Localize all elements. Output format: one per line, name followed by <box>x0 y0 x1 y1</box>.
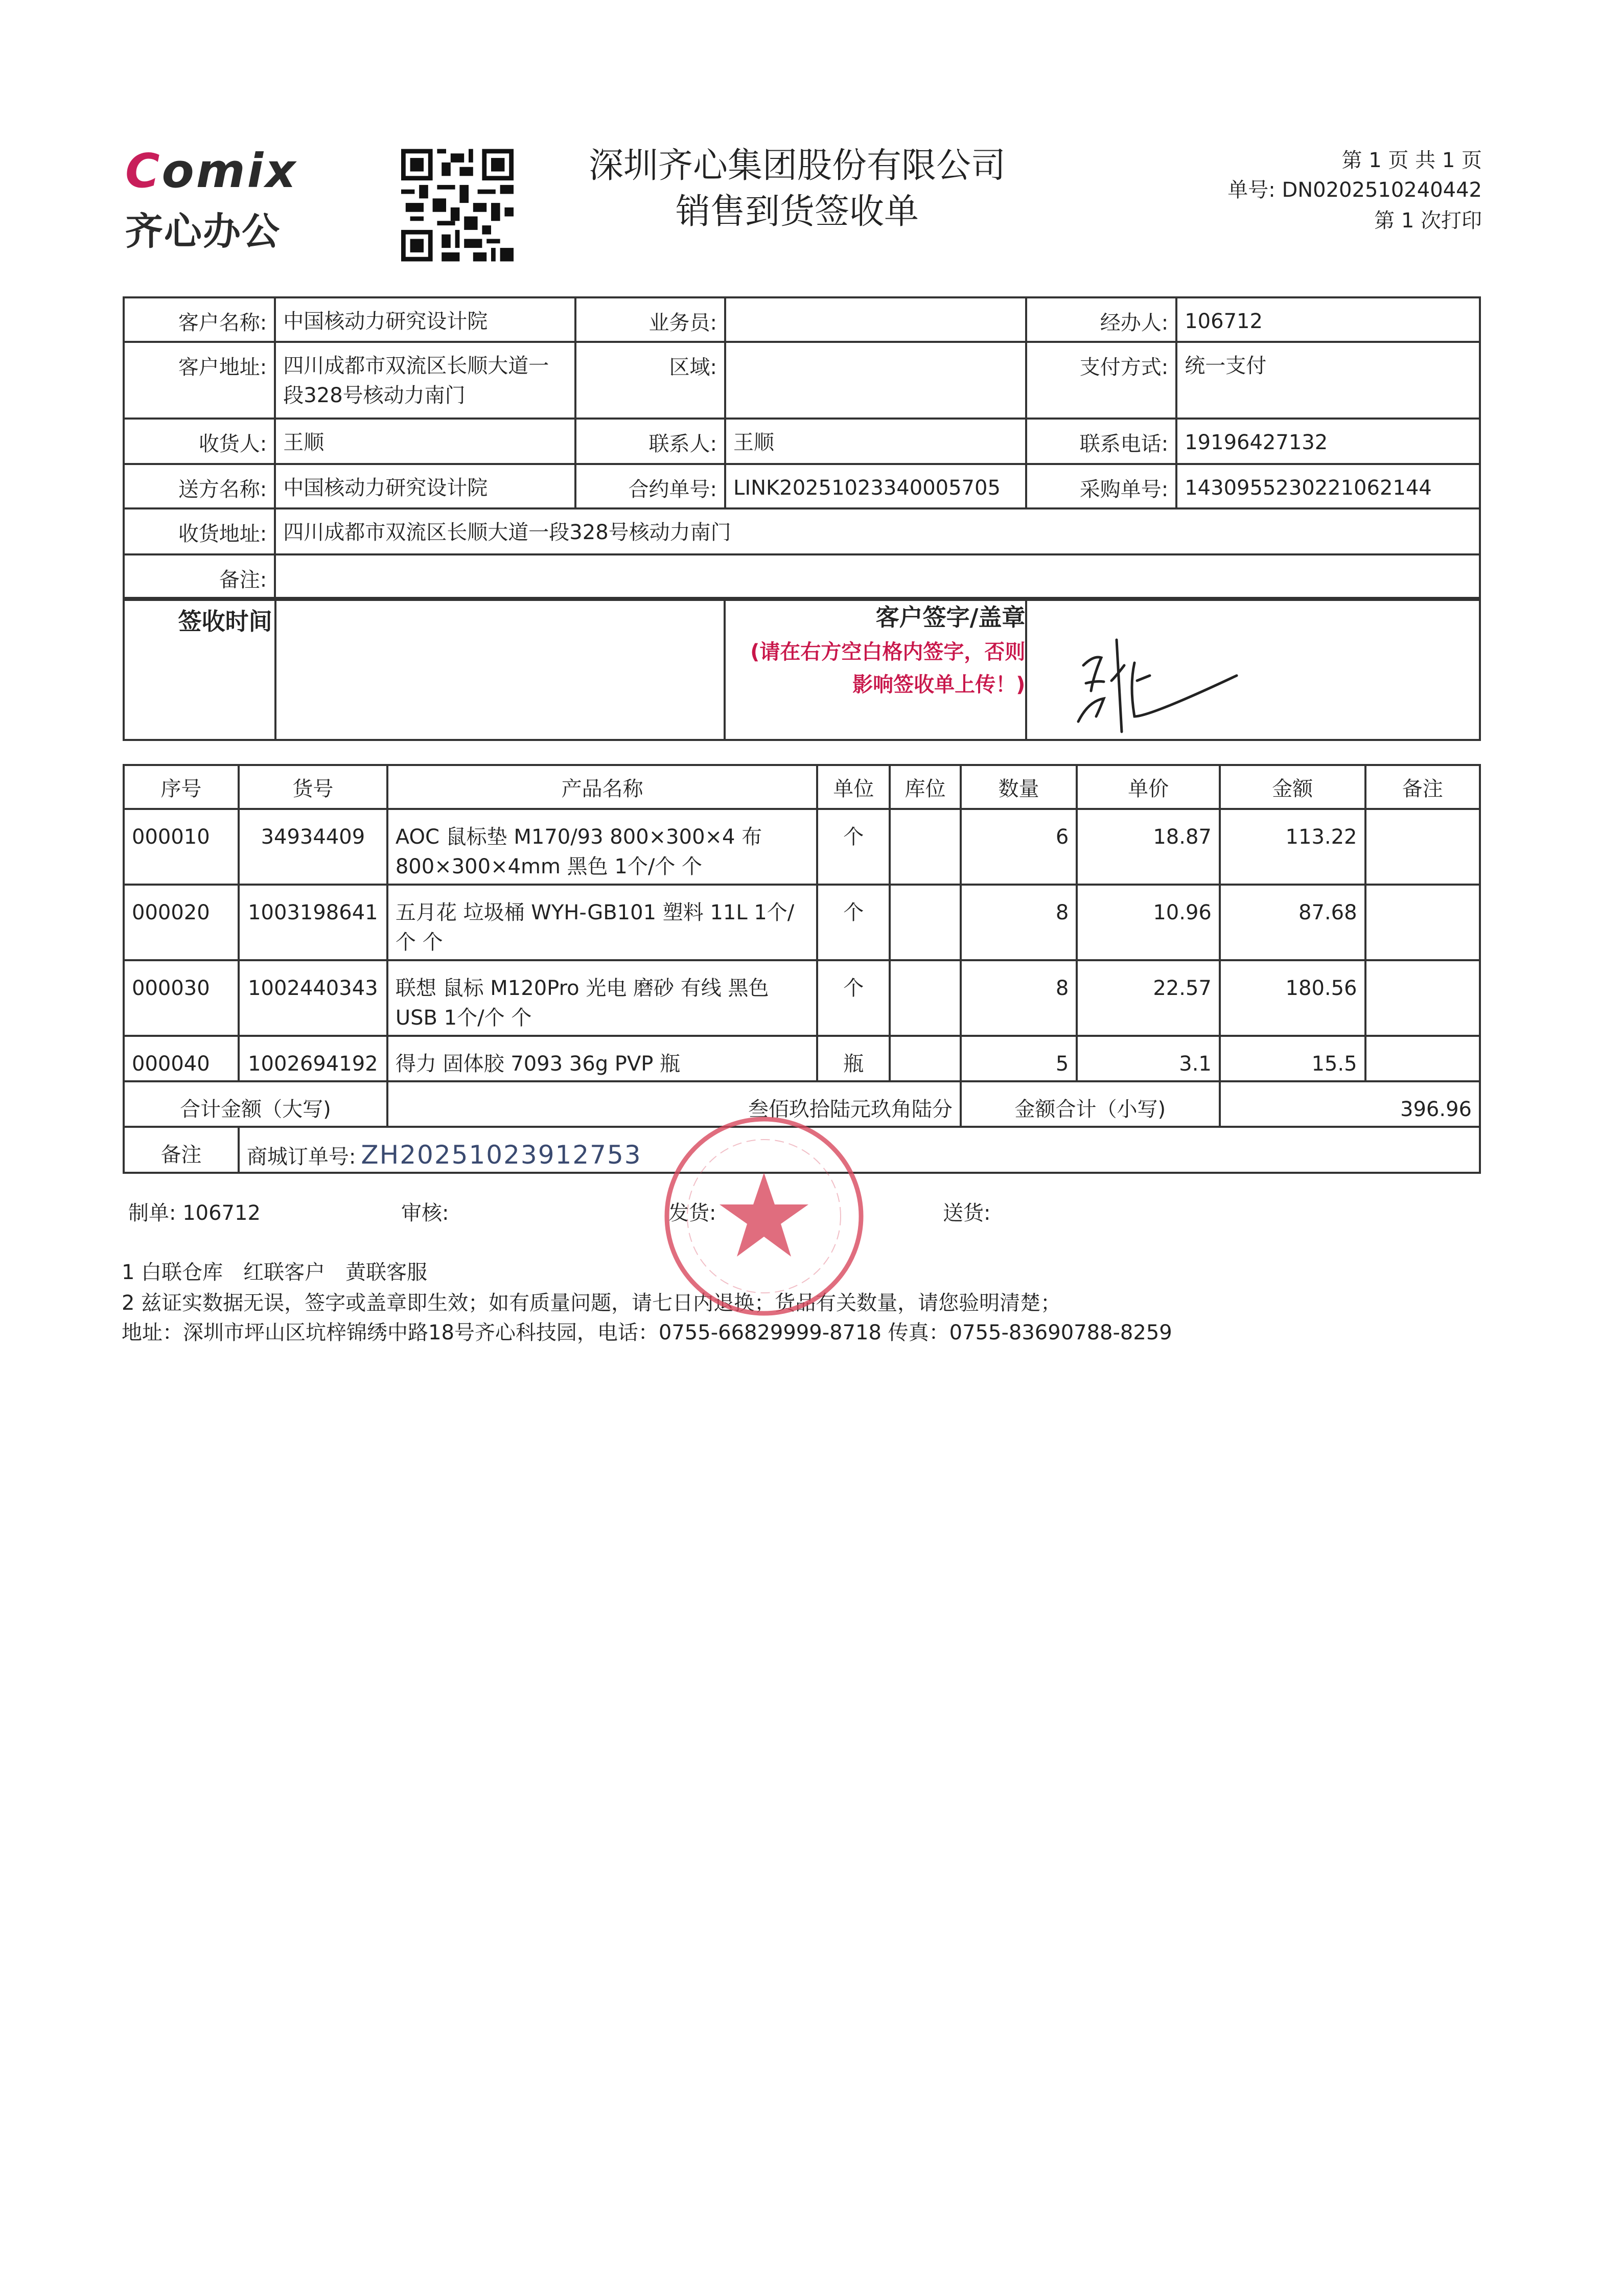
cell-sku: 1002694192 <box>239 1036 387 1081</box>
cell-price: 18.87 <box>1077 809 1220 885</box>
page-info: 第 1 页 共 1 页 <box>1341 149 1482 172</box>
handler: 106712 <box>1176 297 1480 342</box>
column-header: 单价 <box>1077 765 1220 809</box>
cell-note <box>1365 960 1480 1036</box>
cell-seq: 000020 <box>124 885 239 960</box>
column-header: 单位 <box>817 765 890 809</box>
cell-loc <box>890 960 961 1036</box>
column-header: 产品名称 <box>387 765 817 809</box>
review-label: 审核: <box>401 1201 449 1225</box>
maker-label: 制单: <box>128 1201 176 1225</box>
cell-amount: 113.22 <box>1220 809 1365 885</box>
total-lower: 396.96 <box>1220 1081 1480 1127</box>
document-title: 销售到货签收单 <box>675 192 919 232</box>
po-number: 1430955230221062144 <box>1176 464 1480 508</box>
cell-sku: 1003198641 <box>239 885 387 960</box>
contact: 王顺 <box>725 419 1026 464</box>
signature-box[interactable] <box>1026 598 1480 740</box>
label: 经办人: <box>1026 297 1176 342</box>
total-lower-label: 金额合计（小写) <box>961 1081 1220 1127</box>
cell-seq: 000030 <box>124 960 239 1036</box>
sender-name: 中国核动力研究设计院 <box>275 464 575 508</box>
label: 收货人: <box>124 419 275 464</box>
label: 送方名称: <box>124 464 275 508</box>
deliver-label: 送货: <box>943 1201 991 1225</box>
mall-order-number: ZH20251023912753 <box>361 1140 642 1170</box>
column-header: 数量 <box>961 765 1077 809</box>
contract-number: LINK20251023340005705 <box>725 464 1026 508</box>
cell-unit: 瓶 <box>817 1036 890 1081</box>
label: 联系电话: <box>1026 419 1176 464</box>
cell-note <box>1365 809 1480 885</box>
doc-number <box>1227 178 1482 202</box>
label: 联系人: <box>575 419 725 464</box>
total-upper: 叁佰玖拾陆元玖角陆分 <box>387 1081 961 1127</box>
info-row <box>124 508 1480 554</box>
validity-note: 2 兹证实数据无误，签字或盖章即生效；如有质量问题，请七日内退换；货品有关数量，请您验明清楚； <box>122 1291 1061 1315</box>
doc-number-value: DN0202510240442 <box>1282 178 1482 202</box>
label: 备注: <box>124 554 275 600</box>
label: 区域: <box>575 342 725 419</box>
cell-name: 联想 鼠标 M120Pro 光电 磨砂 有线 黑色 USB 1个/个 个 <box>387 960 817 1036</box>
customer-address: 四川成都市双流区长顺大道一段328号核动力南门 <box>275 342 575 419</box>
cell-qty: 5 <box>961 1036 1077 1081</box>
logo-comix: Comix <box>125 144 298 198</box>
cell-amount: 180.56 <box>1220 960 1365 1036</box>
info-row <box>124 419 1480 464</box>
maker <box>128 1201 261 1225</box>
label: 客户名称: <box>124 297 275 342</box>
cell-name: 五月花 垃圾桶 WYH-GB101 塑料 11L 1个/个 个 <box>387 885 817 960</box>
remark <box>275 554 1480 600</box>
sign-table <box>123 597 1481 741</box>
cell-seq: 000040 <box>124 1036 239 1081</box>
info-row <box>124 297 1480 342</box>
cell-price: 3.1 <box>1077 1036 1220 1081</box>
shipping-address: 四川成都市双流区长顺大道一段328号核动力南门 <box>275 508 1480 554</box>
cell-qty: 8 <box>961 960 1077 1036</box>
column-header: 备注 <box>1365 765 1480 809</box>
print-count: 第 1 次打印 <box>1374 209 1482 233</box>
column-header: 金额 <box>1220 765 1365 809</box>
info-table <box>123 296 1481 601</box>
phone: 19196427132 <box>1176 419 1480 464</box>
remark-label: 备注 <box>124 1127 239 1173</box>
company-seal <box>659 1111 869 1321</box>
consignee: 王顺 <box>275 419 575 464</box>
cell-loc <box>890 885 961 960</box>
table-row <box>124 809 1480 885</box>
cell-qty: 8 <box>961 885 1077 960</box>
info-row <box>124 464 1480 508</box>
payment-method: 统一支付 <box>1176 342 1480 419</box>
cell-qty: 6 <box>961 809 1077 885</box>
cell-seq: 000010 <box>124 809 239 885</box>
column-header: 货号 <box>239 765 387 809</box>
customer-name: 中国核动力研究设计院 <box>275 297 575 342</box>
cell-price: 10.96 <box>1077 885 1220 960</box>
cell-unit: 个 <box>817 885 890 960</box>
sign-time-field[interactable] <box>275 598 725 740</box>
label: 合约单号: <box>575 464 725 508</box>
label: 收货地址: <box>124 508 275 554</box>
region <box>725 342 1026 419</box>
copy-note: 1 白联仓库 红联客户 黄联客服 <box>122 1261 428 1284</box>
sign-instruction <box>725 598 1026 740</box>
cell-name: AOC 鼠标垫 M170/93 800×300×4 布 800×300×4mm 黑色 1个/个 个 <box>387 809 817 885</box>
info-row <box>124 342 1480 419</box>
table-row <box>124 960 1480 1036</box>
items-header <box>124 765 1480 809</box>
cell-note <box>1365 1036 1480 1081</box>
qr-code <box>401 148 514 263</box>
info-row <box>124 554 1480 600</box>
column-header: 序号 <box>124 765 239 809</box>
cell-sku: 34934409 <box>239 809 387 885</box>
label: 支付方式: <box>1026 342 1176 419</box>
ship-label: 发货: <box>668 1201 716 1225</box>
table-row <box>124 1036 1480 1081</box>
cell-unit: 个 <box>817 960 890 1036</box>
cell-amount: 15.5 <box>1220 1036 1365 1081</box>
column-header: 库位 <box>890 765 961 809</box>
doc-number-label: 单号: <box>1227 178 1276 202</box>
company-name: 深圳齐心集团股份有限公司 <box>588 146 1006 186</box>
maker-value: 106712 <box>182 1201 261 1225</box>
company-address: 地址：深圳市坪山区坑梓锦绣中路18号齐心科技园，电话：0755-66829999-8718 传真：0755-83690788-8259 <box>122 1321 1172 1344</box>
cell-price: 22.57 <box>1077 960 1220 1036</box>
label: 采购单号: <box>1026 464 1176 508</box>
label: 客户地址: <box>124 342 275 419</box>
sign-label: 客户签字/盖章 <box>875 604 1026 631</box>
handwritten-signature <box>1073 635 1247 737</box>
cell-note <box>1365 885 1480 960</box>
cell-amount: 87.68 <box>1220 885 1365 960</box>
cell-loc <box>890 809 961 885</box>
cell-unit: 个 <box>817 809 890 885</box>
cell-sku: 1002440343 <box>239 960 387 1036</box>
sign-time-label: 签收时间 <box>124 598 275 740</box>
sign-note: (请在右方空白格内签字，否则影响签收单上传！) <box>750 640 1026 697</box>
logo-cn: 齐心办公 <box>125 210 281 253</box>
table-row <box>124 885 1480 960</box>
mall-order-label: 商城订单号: <box>246 1145 356 1169</box>
label: 业务员: <box>575 297 725 342</box>
salesman <box>725 297 1026 342</box>
cell-name: 得力 固体胶 7093 36g PVP 瓶 <box>387 1036 817 1081</box>
total-upper-label: 合计金额（大写) <box>124 1081 387 1127</box>
cell-loc <box>890 1036 961 1081</box>
